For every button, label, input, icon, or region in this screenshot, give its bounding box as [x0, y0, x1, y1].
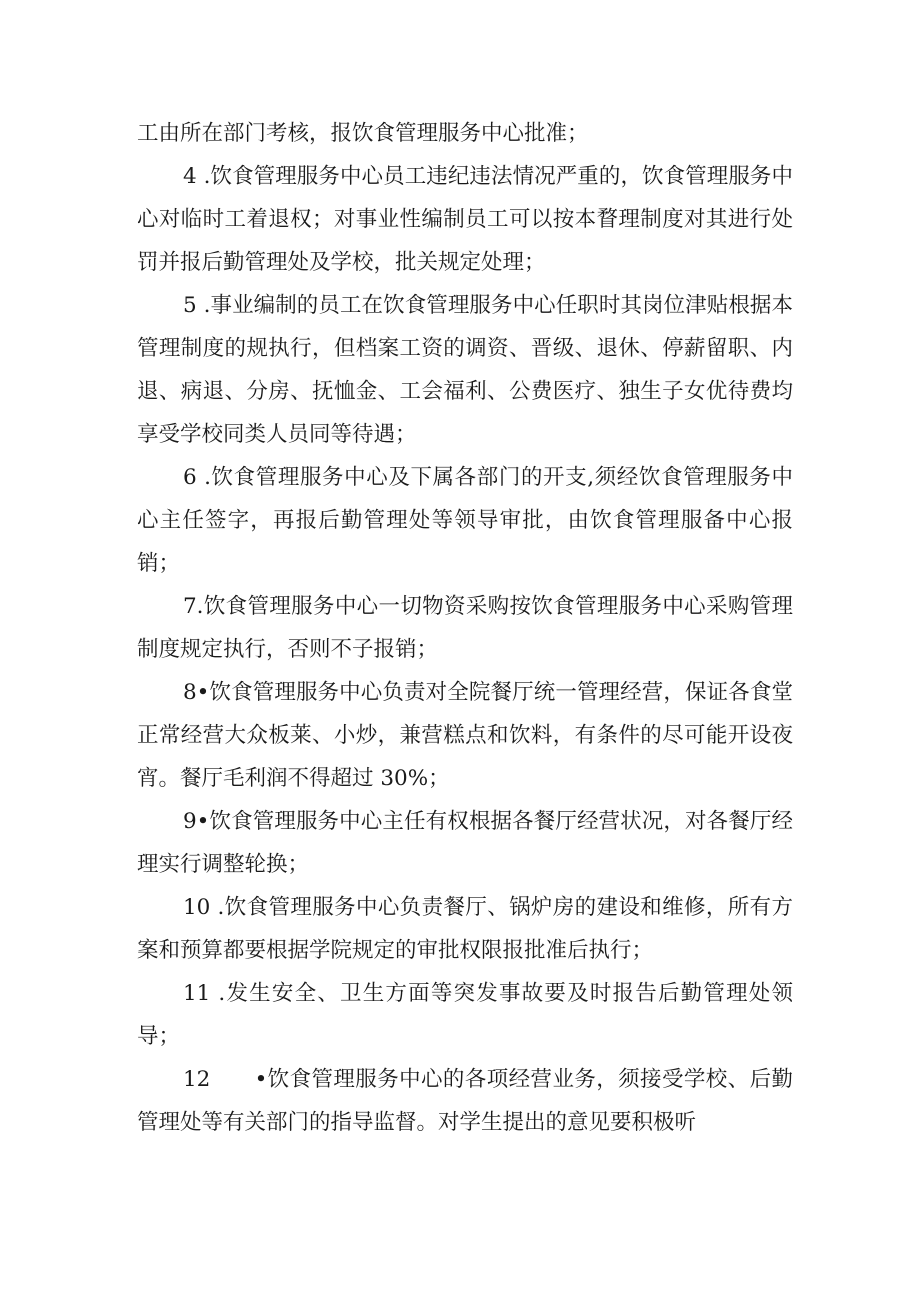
paragraph-item-9: 9•饮食管理服务中心主任有权根据各餐厅经营状况，对各餐厅经理实行调整轮换；	[137, 809, 793, 877]
paragraph-item-6: 6 .饮食管理服务中心及下属各部门的开支,须经饮食管理服务中心主任签字，再报后勤管理处等领导审批，由饮食管理服备中心报销；	[137, 465, 793, 576]
paragraph-item-5: 5 .事业编制的员工在饮食管理服务中心任职时其岗位津贴根据本管理制度的规执行，但档案工资的调资、晋级、退休、停薪留职、内退、病退、分房、抚恤金、工会福利、公费医疗、独生子女优待费均享受学校同类人员同等待遇；	[137, 293, 793, 447]
paragraph-continuation: 工由所在部门考核，报饮食管理服务中心批准；	[137, 121, 589, 146]
document-body	[137, 112, 793, 1144]
paragraph-item-11: 11 .发生安全、卫生方面等突发事故要及时报告后勤管理处领导；	[137, 981, 793, 1049]
paragraph-item-12: 12 •饮食管理服务中心的各项经营业务，须接受学校、后勤管理处等有关部门的指导监督。对学生提出的意见要积极听	[137, 1067, 793, 1135]
paragraph-item-10: 10 .饮食管理服务中心负责餐厅、锅炉房的建设和维修，所有方案和预算都要根据学院规定的审批权限报批准后执行；	[137, 895, 793, 963]
paragraph-item-7: 7.饮食管理服务中心一切物资采购按饮食管理服务中心采购管理制度规定执行，否则不子报销；	[137, 594, 793, 662]
paragraph-item-8: 8•饮食管理服务中心负责对全院餐厅统一管理经营，保证各食堂正常经营大众板莱、小炒，兼营糕点和饮料，有条件的尽可能开设夜宵。餐厅毛利润不得超过 30%；	[137, 680, 793, 791]
paragraph-item-4: 4 .饮食管理服务中心员工违纪违法情况严重的，饮食管理服务中心对临时工着退权；对事业性编制员工可以按本瞀理制度对其进行处罚并报后勤管理处及学校，批关规定处理；	[137, 164, 793, 275]
